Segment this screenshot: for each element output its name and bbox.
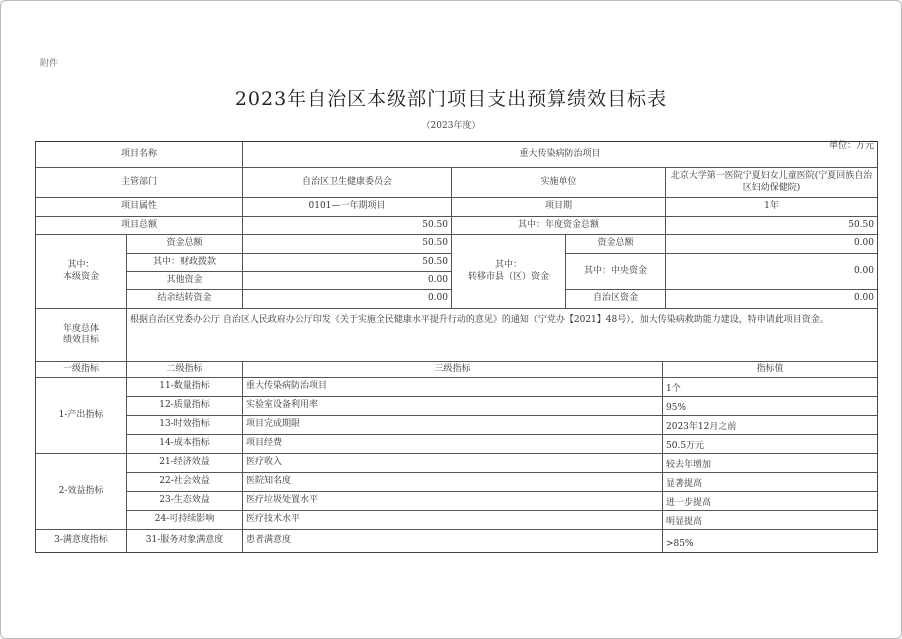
page-title: 2023年自治区本级部门项目支出预算绩效目标表 bbox=[234, 88, 668, 110]
unit-label: 单位：万元 bbox=[828, 141, 874, 151]
other-funds-label: 其他资金 bbox=[126, 271, 242, 289]
row-level3: 医院知名度 bbox=[242, 472, 662, 491]
row-level3: 医疗收入 bbox=[242, 453, 662, 472]
local-funds-group: 其中： 本级资金 bbox=[36, 234, 126, 308]
row-level3: 医疗垃圾处置水平 bbox=[242, 491, 662, 510]
central-funds-value: 0.00 bbox=[665, 253, 877, 289]
year-subtitle: （2023年度） bbox=[421, 121, 481, 131]
header-level1: 一级指标 bbox=[36, 361, 126, 377]
header-level2: 二级指标 bbox=[126, 361, 242, 377]
project-name-label: 项目名称 bbox=[36, 141, 242, 167]
annual-goal-text: 根据自治区党委办公厅 自治区人民政府办公厅印发《关于实施全民健康水平提升行动的意见》的通知（宁党办【2021】48号），加大传染病救助能力建设，特申请此项目资金。 bbox=[126, 308, 877, 361]
dept-value: 自治区卫生健康委员会 bbox=[242, 167, 451, 197]
row-level3: 项目经费 bbox=[242, 434, 662, 453]
attr-label: 项目属性 bbox=[36, 197, 242, 216]
header-level3: 三级指标 bbox=[242, 361, 662, 377]
row-level2: 21-经济效益 bbox=[126, 453, 242, 472]
row-level2: 13-时效指标 bbox=[126, 415, 242, 434]
row-value: 显著提高 bbox=[662, 472, 877, 491]
row-level2: 12-质量指标 bbox=[126, 396, 242, 415]
row-level3: 医疗技术水平 bbox=[242, 510, 662, 529]
row-level3: 患者满意度 bbox=[242, 529, 662, 552]
fiscal-label: 其中：财政拨款 bbox=[126, 253, 242, 271]
other-funds-value: 0.00 bbox=[242, 271, 451, 289]
transfer-total-label: 资金总额 bbox=[565, 234, 665, 253]
row-value: 进一步提高 bbox=[662, 491, 877, 510]
local-total-label: 资金总额 bbox=[126, 234, 242, 253]
performance-table bbox=[35, 141, 878, 553]
group-level1: 3-满意度指标 bbox=[36, 529, 126, 552]
group-level1: 2-效益指标 bbox=[36, 453, 126, 529]
header-value: 指标值 bbox=[662, 361, 877, 377]
period-value: 1年 bbox=[665, 197, 877, 216]
group-level1: 1-产出指标 bbox=[36, 377, 126, 453]
row-value: >85% bbox=[662, 529, 877, 552]
row-value: 明显提高 bbox=[662, 510, 877, 529]
row-level2: 31-服务对象满意度 bbox=[126, 529, 242, 552]
row-value: 95% bbox=[662, 396, 877, 415]
row-level3: 实验室设备利用率 bbox=[242, 396, 662, 415]
row-value: 50.5万元 bbox=[662, 434, 877, 453]
row-level2: 24-可持续影响 bbox=[126, 510, 242, 529]
row-level2: 11-数量指标 bbox=[126, 377, 242, 396]
fiscal-value: 50.50 bbox=[242, 253, 451, 271]
carryover-value: 0.00 bbox=[242, 289, 451, 308]
total-label: 项目总额 bbox=[36, 216, 242, 234]
annual-value: 50.50 bbox=[665, 216, 877, 234]
row-level2: 23-生态效益 bbox=[126, 491, 242, 510]
row-value: 1个 bbox=[662, 377, 877, 396]
transfer-total-value: 0.00 bbox=[665, 234, 877, 253]
row-level2: 14-成本指标 bbox=[126, 434, 242, 453]
central-funds-label: 其中：中央资金 bbox=[565, 253, 665, 289]
row-level3: 重大传染病防治项目 bbox=[242, 377, 662, 396]
local-total-value: 50.50 bbox=[242, 234, 451, 253]
region-funds-label: 自治区资金 bbox=[565, 289, 665, 308]
annual-goal-label: 年度总体 绩效目标 bbox=[36, 308, 126, 361]
total-value: 50.50 bbox=[242, 216, 451, 234]
annual-label: 其中：年度资金总额 bbox=[451, 216, 665, 234]
attr-value: 0101—一年期项目 bbox=[242, 197, 451, 216]
carryover-label: 结余结转资金 bbox=[126, 289, 242, 308]
dept-label: 主管部门 bbox=[36, 167, 242, 197]
row-level3: 项目完成期限 bbox=[242, 415, 662, 434]
row-level2: 22-社会效益 bbox=[126, 472, 242, 491]
row-value: 较去年增加 bbox=[662, 453, 877, 472]
annex-label: 附件 bbox=[40, 59, 59, 69]
impl-unit-label: 实施单位 bbox=[451, 167, 665, 197]
row-value: 2023年12月之前 bbox=[662, 415, 877, 434]
transfer-funds-group: 其中： 转移市县（区）资金 bbox=[451, 234, 565, 308]
impl-unit-value: 北京大学第一医院宁夏妇女儿童医院(宁夏回族自治区妇幼保健院) bbox=[665, 167, 877, 197]
region-funds-value: 0.00 bbox=[665, 289, 877, 308]
period-label: 项目期 bbox=[451, 197, 665, 216]
project-name-value: 重大传染病防治项目 bbox=[242, 141, 877, 167]
